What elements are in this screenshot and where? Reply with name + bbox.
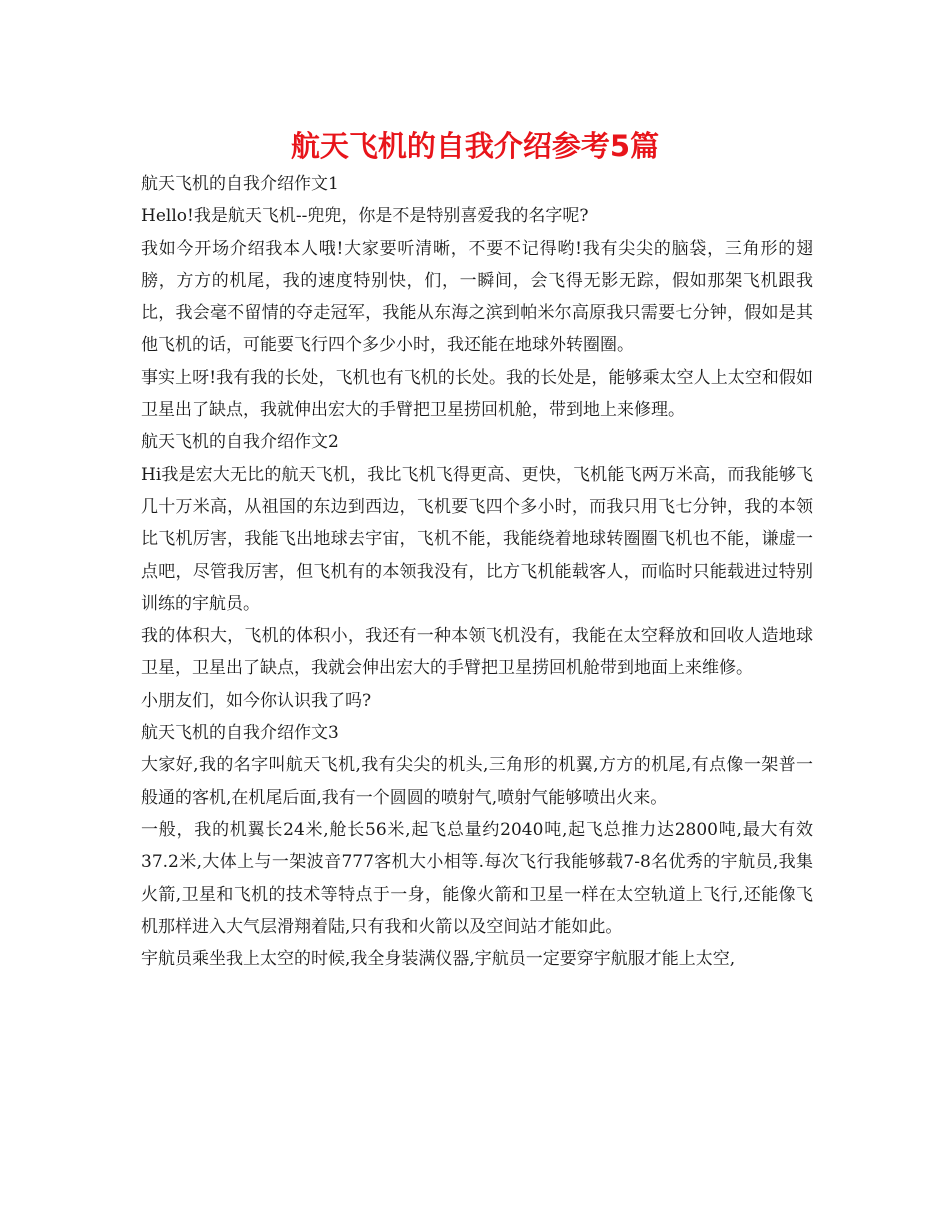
document-title: 航天飞机的自我介绍参考5篇: [290, 129, 660, 163]
paragraph: 事实上呀!我有我的长处，飞机也有飞机的长处。我的长处是，能够乘太空人上太空和假如卫星出了缺点，我就伸出宏大的手臂把卫星捞回机舱，带到地上来修理。: [141, 367, 813, 421]
paragraph: Hi我是宏大无比的航天飞机，我比飞机飞得更高、更快，飞机能飞两万米高，而我能够飞几十万米高，从祖国的东边到西边，飞机要飞四个多小时，而我只用飞七分钟，我的本领比飞机厉害，我能飞出地球去宇宙，飞机不能，我能绕着地球转圈圈飞机也不能，谦虚一点吧，尽管我厉害，但飞机有的本领我没有，比方飞机能载客人，而临时只能载进过特别训练的宇航员。: [141, 464, 813, 614]
document-body: [141, 168, 813, 975]
paragraph: 小朋友们，如今你认识我了吗?: [141, 690, 372, 711]
section-heading: 航天飞机的自我介绍作文2: [141, 432, 339, 453]
paragraph: 宇航员乘坐我上太空的时候,我全身装满仪器,宇航员一定要穿宇航服才能上太空,: [141, 949, 736, 970]
section-heading: 航天飞机的自我介绍作文1: [141, 174, 339, 194]
paragraph: 我的体积大，飞机的体积小，我还有一种本领飞机没有，我能在太空释放和回收人造地球卫星，卫星出了缺点，我就会伸出宏大的手臂把卫星捞回机舱带到地面上来维修。: [141, 626, 813, 679]
paragraph: 大家好,我的名字叫航天飞机,我有尖尖的机头,三角形的机翼,方方的机尾,有点像一架普一般通的客机,在机尾后面,我有一个圆圆的喷射气,喷射气能够喷出火来。: [141, 755, 813, 808]
section-heading: 航天飞机的自我介绍作文3: [141, 723, 339, 744]
paragraph: Hello!我是航天飞机--兜兜，你是不是特别喜爱我的名字呢?: [141, 206, 589, 227]
paragraph: 一般，我的机翼长24米,舱长56米,起飞总量约2040吨,起飞总推力达2800吨,最大有效37.2米,大体上与一架波音777客机大小相等.每次飞行我能够载7-8名优秀的宇航员,我集火箭,卫星和飞机的技术等特点于一身，能像火箭和卫星一样在太空轨道上飞行,还能像飞机那样进入大气层滑翔着陆,只有我和火箭以及空间站才能如此。: [141, 819, 813, 937]
paragraph: 我如今开场介绍我本人哦!大家要听清晰，不要不记得哟!我有尖尖的脑袋，三角形的翅膀，方方的机尾，我的速度特别快，们，一瞬间，会飞得无影无踪，假如那架飞机跟我比，我会毫不留情的夺走冠军，我能从东海之滨到帕米尔高原我只需要七分钟，假如是其他飞机的话，可能要飞行四个多少小时，我还能在地球外转圈圈。: [141, 238, 813, 356]
